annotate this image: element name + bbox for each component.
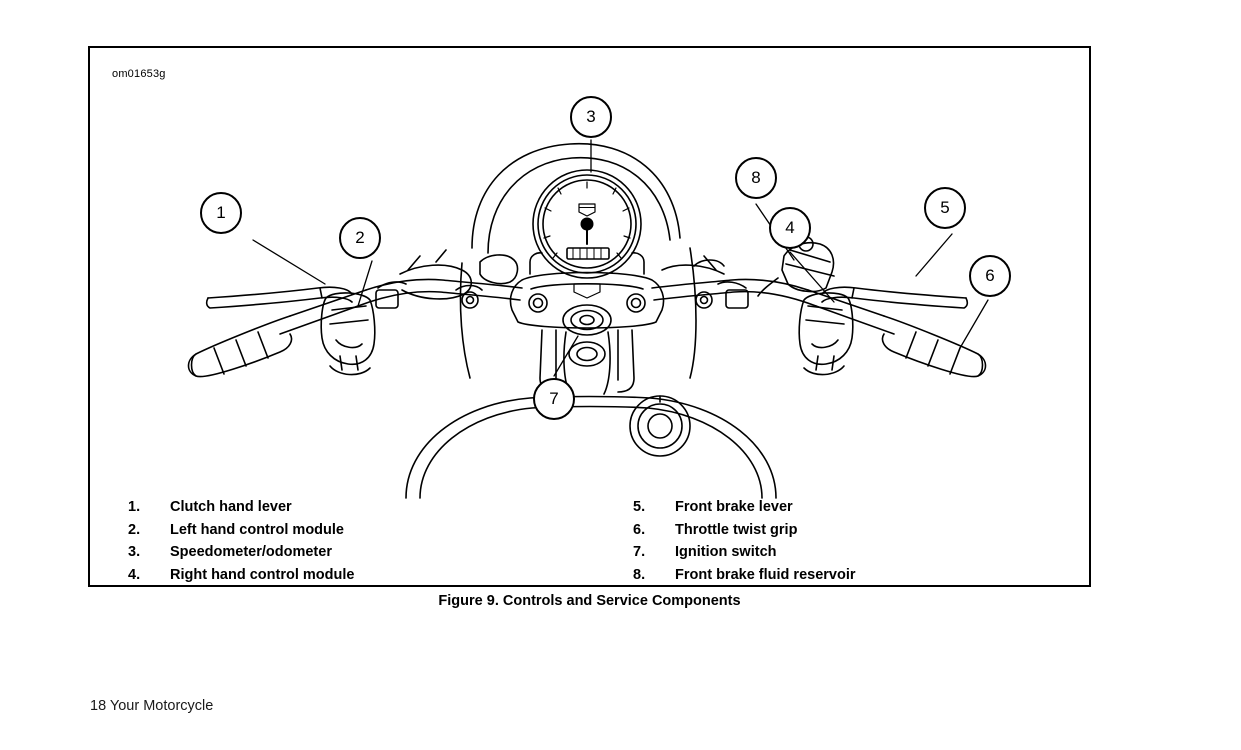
legend-item [128,541,354,564]
legend-column-right [633,496,856,586]
figure-caption: Figure 9. Controls and Service Components [438,593,741,609]
legend-number: 7. [633,544,646,560]
callout-6-label: 6 [985,266,995,285]
legend-label: Throttle twist grip [675,521,798,538]
legend-label: Clutch hand lever [170,499,292,515]
legend-label: Speedometer/odometer [170,544,332,560]
callout-2 [339,217,381,259]
legend-number: 1. [128,499,141,515]
callout-3 [570,96,612,138]
legend-item [633,519,856,542]
legend-number: 5. [633,499,646,515]
legend-number: 8. [633,566,646,583]
callout-4-label: 4 [785,218,795,237]
figure-code: om01653g [112,68,166,80]
callout-1-label: 1 [216,203,226,222]
callout-1 [200,192,242,234]
page-footer: 18 Your Motorcycle [90,698,214,714]
legend-label: Left hand control module [170,521,344,538]
legend-number: 3. [128,544,141,560]
figure-container [88,46,1091,587]
callout-6 [969,255,1011,297]
figure-legend [90,496,1093,588]
legend-item [633,496,856,519]
legend-item [633,564,856,587]
legend-label: Front brake lever [675,499,793,515]
legend-item [128,564,354,587]
callout-2-label: 2 [355,228,365,247]
motorcycle-controls-illustration [90,48,1093,498]
callout-5 [924,187,966,229]
legend-number: 2. [128,521,141,538]
callout-7 [533,378,575,420]
legend-column-left [128,496,354,586]
callout-4 [769,207,811,249]
callout-8 [735,157,777,199]
callout-5-label: 5 [940,198,950,217]
legend-number: 4. [128,566,141,583]
legend-number: 6. [633,521,646,538]
legend-label: Front brake fluid reservoir [675,566,856,583]
legend-item [128,519,354,542]
legend-item [128,496,354,519]
legend-label: Ignition switch [675,544,777,560]
callout-8-label: 8 [751,168,761,187]
legend-item [633,541,856,564]
callout-7-label: 7 [549,389,559,408]
legend-label: Right hand control module [170,566,355,583]
callout-3-label: 3 [586,107,596,126]
